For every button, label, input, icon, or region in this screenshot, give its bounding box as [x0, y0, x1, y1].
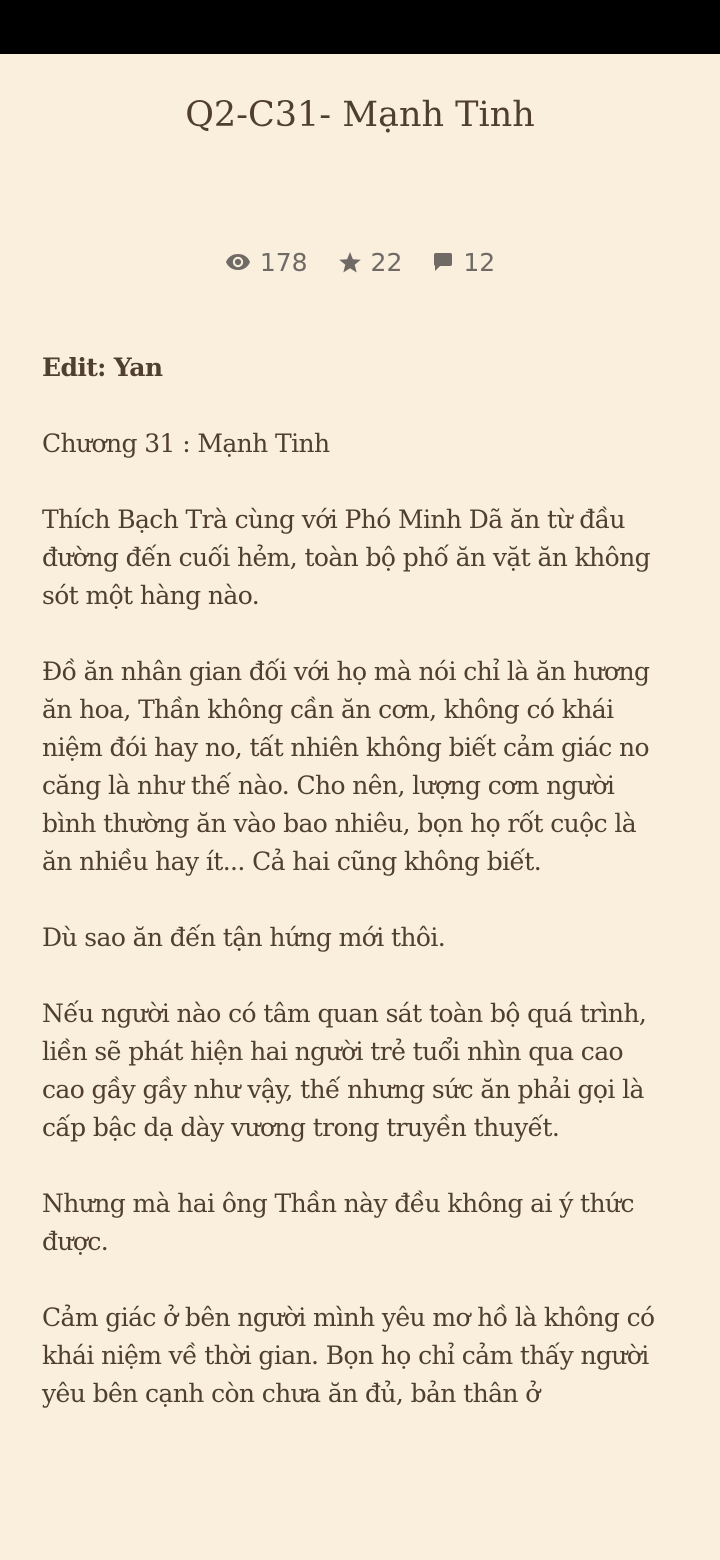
eye-icon: [225, 253, 251, 271]
paragraph: Cảm giác ở bên người mình yêu mơ hồ là không có khái niệm về thời gian. Bọn họ chỉ cảm thấy người yêu bên cạnh còn chưa ăn đủ, bản thân ở: [42, 1303, 655, 1408]
paragraph: Đồ ăn nhân gian đối với họ mà nói chỉ là ăn hương ăn hoa, Thần không cần ăn cơm, không có khái niệm đói hay no, tất nhiên không biết cảm giác no căng là như thế nào. Cho nên, lượng cơm người bình thường ăn vào bao nhiêu, bọn họ rốt cuộc là ăn nhiều hay ít... Cả hai cũng không biết.: [42, 657, 650, 876]
views-stat: [225, 248, 308, 277]
paragraph: Thích Bạch Trà cùng với Phó Minh Dã ăn từ đầu đường đến cuối hẻm, toàn bộ phố ăn vặt ăn không sót một hàng nào.: [42, 505, 651, 610]
chapter-stats: [0, 242, 720, 282]
paragraph: Nhưng mà hai ông Thần này đều không ai ý thức được.: [42, 1189, 634, 1256]
comments-stat: [432, 248, 495, 277]
paragraph: Nếu người nào có tâm quan sát toàn bộ quá trình, liền sẽ phát hiện hai người trẻ tuổi nhìn qua cao cao gầy gầy như vậy, thế nhưng sức ăn phải gọi là cấp bậc dạ dày vương trong truyền thuyết.: [42, 999, 647, 1142]
status-bar: [0, 0, 720, 54]
views-count: 178: [259, 247, 308, 277]
editor-credit: Edit: Yan: [42, 353, 163, 382]
stars-stat: [338, 248, 403, 277]
comment-icon: [432, 251, 454, 273]
chapter-heading: Chương 31 : Mạnh Tinh: [42, 429, 330, 458]
paragraph: Dù sao ăn đến tận hứng mới thôi.: [42, 923, 446, 952]
stars-count: 22: [370, 247, 403, 277]
chapter-title: Q2-C31- Mạnh Tinh: [185, 95, 535, 135]
star-icon: [338, 251, 362, 274]
chapter-content: [42, 349, 672, 1451]
comments-count: 12: [463, 247, 496, 277]
